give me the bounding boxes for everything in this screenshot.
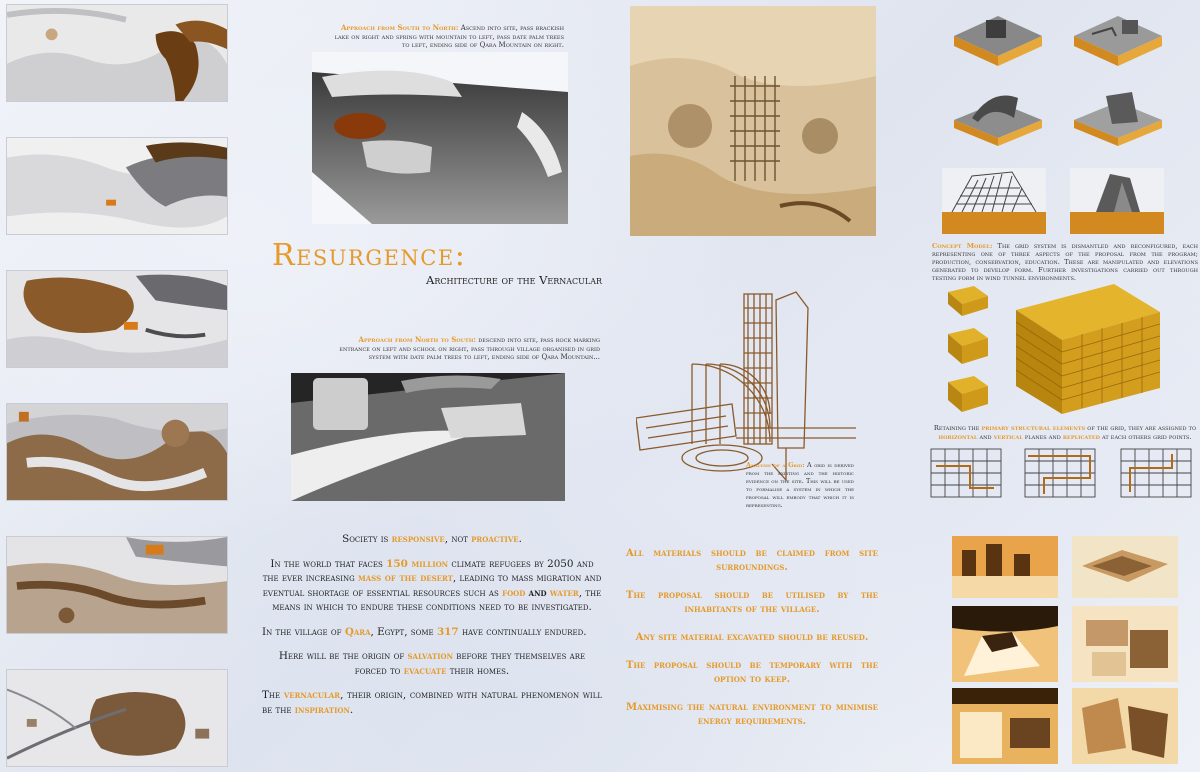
grid-cube-small-2 xyxy=(944,326,990,366)
render-north-south xyxy=(291,373,565,501)
principle-2: The proposal should be utilised by the inhabitants of the village. xyxy=(626,590,878,615)
grid-analysis-caption: Analysis of a Grid: A grid is derived from the existing and the historic evidence on the site. This will be used to formalise a system in which the proposal will embody that which it is representing. xyxy=(746,461,854,509)
concept-model-caption: Concept Model: The grid system is dismantled and reconfigured, each representing one of three aspects of the proposal from the program; production, conservation, education. These are manipulated and elevations generated to develop form. Further investigations carried out through testing form in wind tunnel environments. xyxy=(932,242,1198,282)
model-photo-5 xyxy=(952,688,1058,764)
design-principles xyxy=(626,547,878,743)
approach-south-north-caption: Approach from South to North: Ascend into site, pass brackish lake on right and spring with mountain to left, pass date palm trees to left, ending side of Qara Mountain on right. xyxy=(334,23,564,49)
model-photo-6 xyxy=(1072,688,1178,764)
manifesto-p3: In the village of Qara, Egypt, some 317 have continually endured. xyxy=(262,625,587,638)
manifesto-text xyxy=(262,532,602,727)
principle-1: All materials should be claimed from site surroundings. xyxy=(626,548,878,573)
concept-model-2 xyxy=(1072,12,1164,68)
render-south-north xyxy=(312,52,568,224)
retain-elements-caption: Retaining the primary structural elements of the grid, they are assigned to horizontal and vertical planes and replicated at each others grid points. xyxy=(933,424,1197,441)
grid-plan-1 xyxy=(930,448,1002,498)
site-aerial-6 xyxy=(6,669,228,767)
site-aerial-5 xyxy=(6,536,228,634)
concept-model-4 xyxy=(1072,88,1164,148)
principle-5: Maximising the natural environment to minimise energy requirements. xyxy=(626,702,878,727)
manifesto-p1: Society is responsive, not proactive. xyxy=(342,533,522,545)
principle-4: The proposal should be temporary with the option to keep. xyxy=(626,660,878,685)
page-title: Resurgence: xyxy=(272,238,467,273)
site-aerial-2 xyxy=(6,137,228,235)
wind-tunnel-model-2 xyxy=(1070,168,1164,234)
site-aerial-1 xyxy=(6,4,228,102)
model-photo-4 xyxy=(1072,606,1178,682)
manifesto-p2: In the world that faces 150 million climate refugees by 2050 and the ever increasing mass of the desert, leading to mass migration and eventual shortage of essential resources such as food and water, the means in which to endure these conditions need to be investigated. xyxy=(262,557,602,613)
manifesto-p5: The vernacular, their origin, combined with natural phenomenon will be the inspiration. xyxy=(262,689,602,716)
grid-cube-small-1 xyxy=(944,284,990,318)
grid-plan-2 xyxy=(1024,448,1096,498)
model-photo-3 xyxy=(952,606,1058,682)
grid-cube-small-3 xyxy=(944,374,990,414)
manifesto-p4: Here will be the origin of salvation before they themselves are forced to evacuate their homes. xyxy=(278,650,586,677)
model-photo-1 xyxy=(952,536,1058,598)
concept-model-1 xyxy=(952,12,1044,68)
site-aerial-3 xyxy=(6,270,228,368)
wind-tunnel-model-1 xyxy=(942,168,1046,234)
approach-north-south-caption: Approach from North to South: descend into site, pass rock marking entrance on left and school on right, pass through village organised in grid system with date palm trees to left, ending side of Qara Mountain... xyxy=(339,335,600,361)
site-aerial-4 xyxy=(6,403,228,501)
page-subtitle: Architecture of the Vernacular xyxy=(426,273,602,287)
village-aerial-photo xyxy=(630,6,876,236)
model-photo-2 xyxy=(1072,536,1178,598)
concept-model-3 xyxy=(952,88,1044,148)
principle-3: Any site material excavated should be reused. xyxy=(635,632,869,643)
grid-structure-large xyxy=(1014,282,1162,416)
grid-plan-3 xyxy=(1120,448,1192,498)
